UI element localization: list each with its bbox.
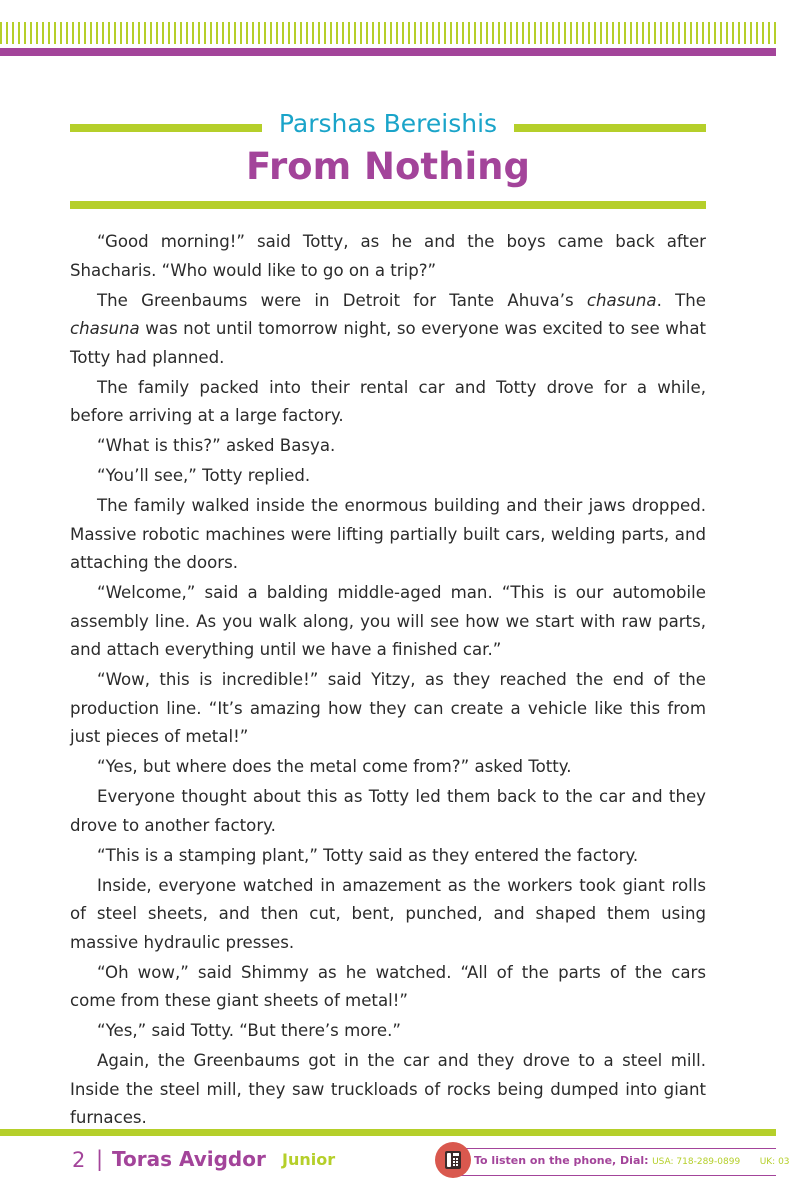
parsha-subtitle: Parshas Bereishis <box>278 109 498 138</box>
story-paragraph: “You’ll see,” Totty replied. <box>97 466 311 485</box>
phone-icon <box>435 1142 471 1178</box>
italic-term: chasuna <box>70 319 140 338</box>
phone-label: To listen on the phone, Dial: <box>474 1154 649 1167</box>
story-paragraph: “Yes, but where does the metal come from?” asked Totty. <box>97 757 572 776</box>
top-tick-border <box>0 22 776 44</box>
top-purple-bar <box>0 48 776 56</box>
uk-phone-number: UK: 03 <box>759 1157 790 1167</box>
story-title: From Nothing <box>246 145 530 188</box>
story-paragraph: The family packed into their rental car and Totty drove for a while, before arriving at a large factory. <box>70 377 706 425</box>
page-number: 2 <box>72 1148 86 1172</box>
usa-phone-number: USA: 718-289-0899 <box>652 1157 741 1167</box>
footer-separator: | <box>96 1147 104 1171</box>
story-paragraph: “Yes,” said Totty. “But there’s more.” <box>97 1021 401 1040</box>
story-paragraph: “This is a stamping plant,” Totty said as they entered the factory. <box>97 845 639 865</box>
story-paragraph: “Wow, this is incredible!” said Yitzy, as they reached the end of the production line. “It’s amazing how they can create a vehicle like this from just pieces of metal!” <box>70 670 706 746</box>
story-paragraph: “Good morning!” said Totty, as he and the boys came back after Shacharis. “Who would like to go on a trip?” <box>70 232 706 280</box>
story-paragraph: Again, the Greenbaums got in the car and they drove to a steel mill. Inside the steel mill, they saw truckloads of rocks being dumped into giant furnaces. <box>70 1051 706 1127</box>
story-paragraph: Inside, everyone watched in amazement as the workers took giant rolls of steel sheets, and then cut, bent, punched, and shaped them using massive hydraulic presses. <box>70 875 706 952</box>
title-underline <box>70 201 706 209</box>
story-paragraph: “Oh wow,” said Shimmy as he watched. “All of the parts of the cars come from these giant sheets of metal!” <box>70 962 706 1010</box>
story-paragraph: The family walked inside the enormous building and their jaws dropped. Massive robotic machines were lifting partially built cars, welding parts, and attaching the doors. <box>70 496 706 572</box>
story-paragraph: The Greenbaums were in Detroit for Tante Ahuva’s chasuna. The chasuna was not until tomorrow night, so everyone was excited to see what Totty had planned. <box>70 290 706 367</box>
story-body <box>70 228 706 1134</box>
italic-term: chasuna <box>586 290 657 310</box>
story-paragraph: Everyone thought about this as Totty led them back to the car and they drove to another factory. <box>70 787 706 835</box>
story-paragraph: “Welcome,” said a balding middle-aged man. “This is our automobile assembly line. As you walk along, you will see how we start with raw parts, and attach everything until we have a finished car.” <box>70 583 706 659</box>
phone-info <box>474 1154 790 1169</box>
story-paragraph: “What is this?” asked Basya. <box>97 436 336 455</box>
footer-rule <box>0 1129 776 1136</box>
brand-junior: Junior <box>282 1150 336 1169</box>
brand-name: Toras Avigdor <box>112 1147 266 1171</box>
